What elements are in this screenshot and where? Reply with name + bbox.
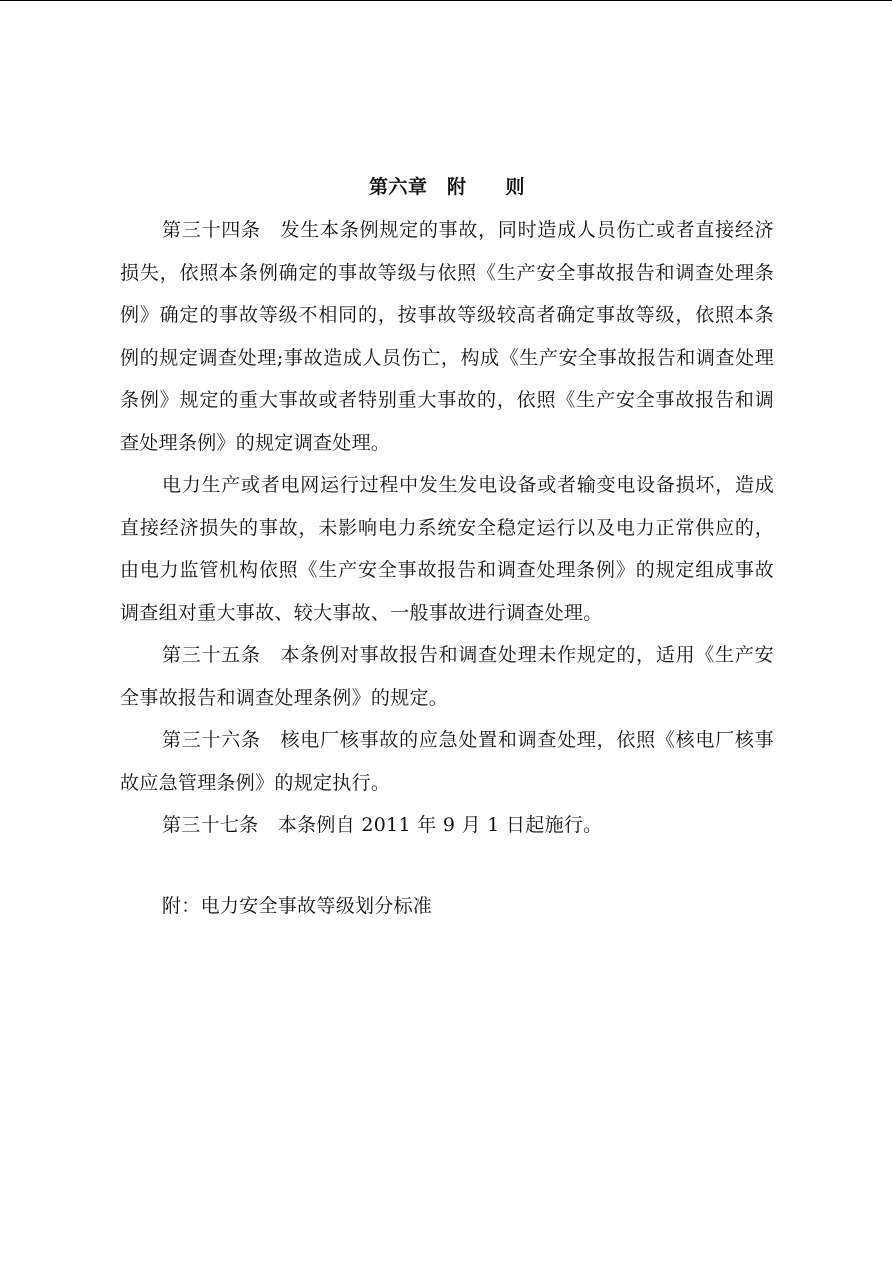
article-text: 发生本条例规定的事故，同时造成人员伤亡或者直接经济损失，依照本条例确定的事故等级与依照《生产安全事故报告和调查处理条例》确定的事故等级不相同的，按事故等级较高者确定事故等级，依照本条例的规定调查处理;事故造成人员伤亡，构成《生产安全事故报告和调查处理条例》规定的重大事故或者特别重大事故的，依照《生产安全事故报告和调查处理条例》的规定调查处理。 xyxy=(120,219,774,454)
article-number: 第三十六条 xyxy=(162,729,281,751)
article-34-clause-2 xyxy=(120,464,774,634)
article-text: 核电厂核事故的应急处置和调查处理，依照《核电厂核事故应急管理条例》的规定执行。 xyxy=(120,729,774,794)
appendix-note: 附：电力安全事故等级划分标准 xyxy=(162,894,433,917)
article-text: 本条例自 2011 年 9 月 1 日起施行。 xyxy=(277,814,603,836)
article-36 xyxy=(120,719,774,804)
article-text: 电力生产或者电网运行过程中发生发电设备或者输变电设备损坏，造成直接经济损失的事故，未影响电力系统安全稳定运行以及电力正常供应的，由电力监管机构依照《生产安全事故报告和调查处理条例》的规定组成事故调查组对重大事故、较大事故、一般事故进行调查处理。 xyxy=(120,474,774,624)
article-35 xyxy=(120,634,774,719)
page-top-border xyxy=(0,0,892,1)
article-34 xyxy=(120,209,774,464)
article-text: 本条例对事故报告和调查处理未作规定的，适用《生产安全事故报告和调查处理条例》的规定。 xyxy=(120,644,774,709)
article-number: 第三十五条 xyxy=(162,644,281,666)
chapter-title: 第六章 附 则 xyxy=(368,176,525,198)
document-body xyxy=(120,172,774,927)
article-number: 第三十七条 xyxy=(162,814,278,836)
article-37 xyxy=(120,804,774,847)
article-number: 第三十四条 xyxy=(162,219,281,241)
